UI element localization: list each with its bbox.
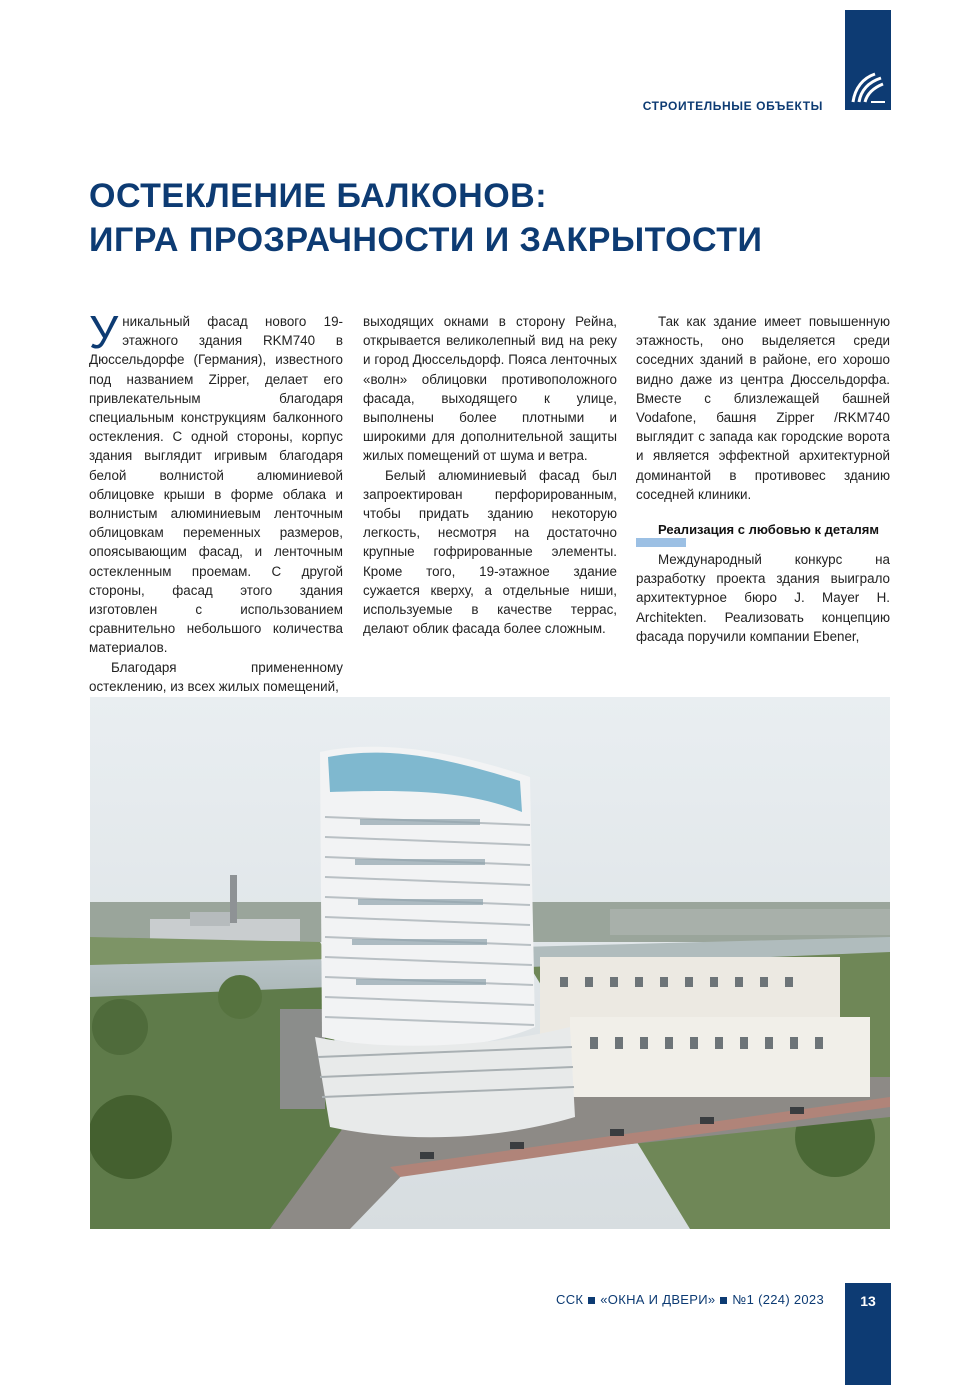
text-column-2 (363, 312, 617, 638)
paragraph: выходящих окнами в сторону Рейна, открывается великолепный вид на реку и город Дюссельдорф. Пояса ленточных «волн» облицовки противоположного фасада, выходящего к улице, выполнены более плотными и широкими для дополнительной защиты жилых помещений от шума и ветра. (363, 314, 617, 464)
title-line-1: ОСТЕКЛЕНИЕ БАЛКОНОВ: (89, 177, 548, 215)
text-column-1 (89, 306, 343, 696)
text-column-3 (636, 312, 890, 646)
section-label: СТРОИТЕЛЬНЫЕ ОБЪЕКТЫ (642, 99, 823, 113)
page-number: 13 (860, 1293, 876, 1309)
subheading-accent-bar (636, 538, 686, 547)
footer-issue: №1 (224) 2023 (732, 1292, 824, 1307)
separator-square-icon (720, 1297, 727, 1304)
footer-magazine: «ОКНА И ДВЕРИ» (600, 1292, 716, 1307)
building-photo (90, 697, 890, 1229)
paragraph: Так как здание имеет повышенную этажность, оно выделяется среди соседних зданий в районе, его хорошо видно даже из центра Дюссельдорфа. Вместе с близлежащей башней Vodafone, башня Zipper /RKM740 выглядит с запада как городские ворота и является эффектной архитектурной доминантой в противовес зданию соседней клиники. (636, 314, 890, 502)
building-illustration (90, 697, 890, 1229)
article-title (89, 174, 762, 262)
paragraph: Международный конкурс на разработку проекта здания выиграло архитектурное бюро J. Mayer H. Architekten. Реализовать концепцию фасада поручили компании Ebener, (636, 552, 890, 644)
footer-publisher: ССК (556, 1292, 584, 1307)
paragraph: Благодаря примененному остеклению, из всех жилых помещений, (89, 659, 343, 694)
paragraph-text: никальный фасад нового 19-этажного здания RKM740 в Дюссельдорфе (Германия), известного под названием Zipper, делает его привлекательным благодаря специальным конструкциям балконного остекления. С одной стороны, корпус здания выглядит игривым благодаря белой волнистой алюминиевой облицовке крыши в форме облака и волнистым алюминиевым ленточным облицовкам переменных размеров, опоясывающим фасад, и ленточным остекленным проемам. С другой стороны, фасад этого здания изготовлен с использованием сравнительно небольшого количества материалов. (89, 314, 343, 656)
page-number-tab (845, 1283, 891, 1385)
subheading-text: Реализация с любовью к деталям (658, 522, 879, 538)
subheading (658, 522, 890, 538)
footer-issue-info (556, 1292, 824, 1307)
separator-square-icon (588, 1297, 595, 1304)
paragraph: Белый алюминиевый фасад был запроектирован перфорированным, чтобы придать зданию некоторую легкость, несмотря на достаточно крупные гофрированные элементы. Кроме того, 19-этажное здание сужается кверху, а отдельные ниши, используемые в качестве террас, делают облик фасада более сложным. (363, 467, 617, 637)
publisher-logo-icon (849, 68, 887, 106)
drop-cap: У (89, 306, 119, 358)
header-tab (845, 10, 891, 110)
title-line-2: ИГРА ПРОЗРАЧНОСТИ И ЗАКРЫТОСТИ (89, 221, 763, 259)
paragraph (89, 306, 343, 658)
